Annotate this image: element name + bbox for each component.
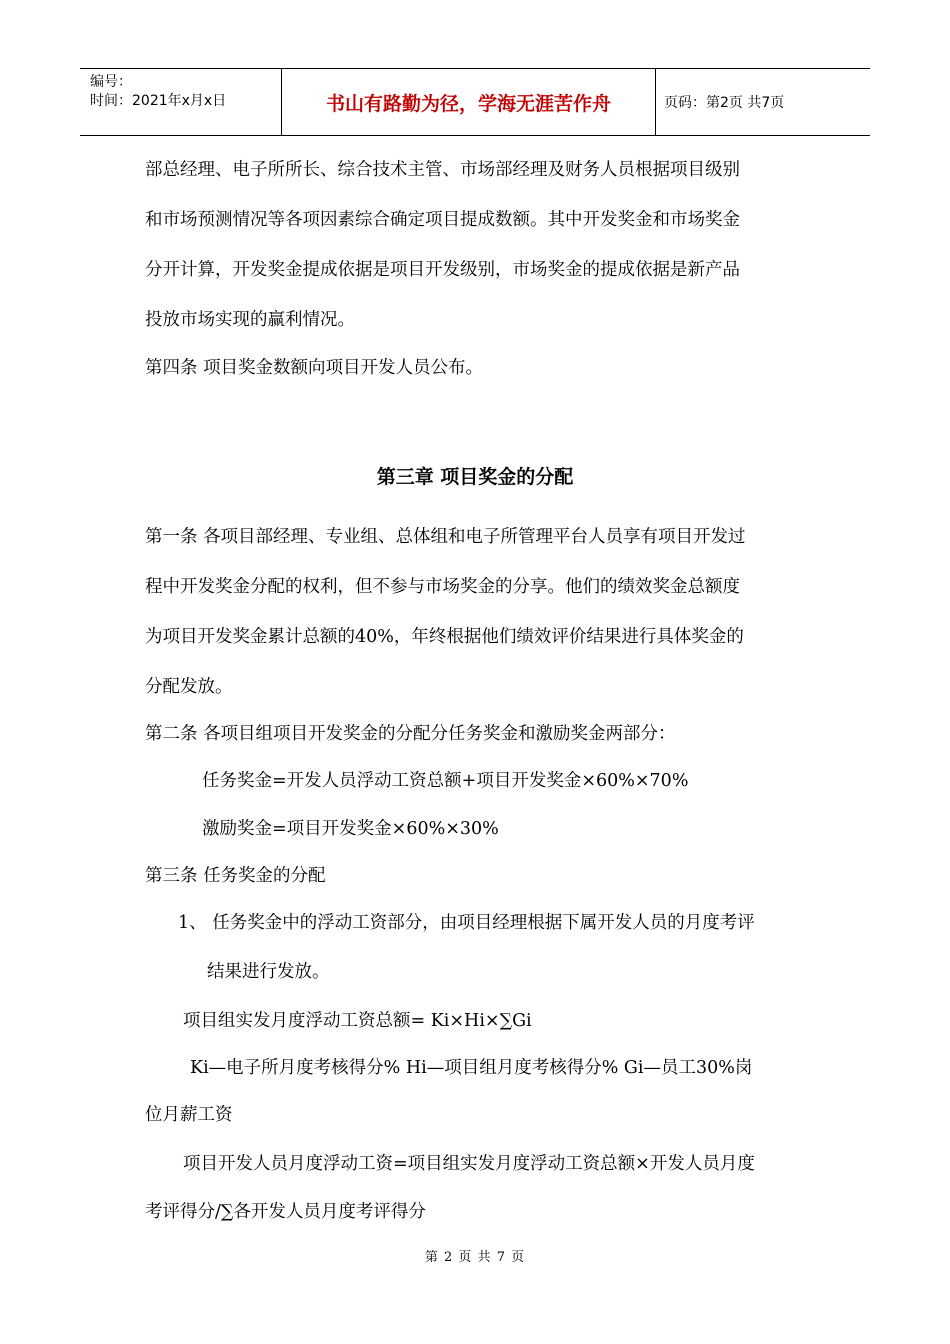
formula-float-wage-total: 项目组实发月度浮动工资总额= Ki×Hi×∑Gi — [183, 1011, 532, 1031]
page-footer: 第 2 页 共 7 页 — [424, 1250, 526, 1265]
article-one-line: 第一条 各项目部经理、专业组、总体组和电子所管理平台人员享有项目开发过 — [145, 527, 746, 547]
formula-staff-float-wage: 项目开发人员月度浮动工资=项目组实发月度浮动工资总额×开发人员月度 — [183, 1154, 755, 1174]
list-item-line: 1、 任务奖金中的浮动工资部分，由项目经理根据下属开发人员的月度考评 — [178, 913, 755, 933]
article-three: 第三条 任务奖金的分配 — [145, 866, 326, 886]
formula-staff-float-wage: 考评得分/∑各开发人员月度考评得分 — [145, 1202, 426, 1222]
paragraph-line: 投放市场实现的赢利情况。 — [145, 310, 355, 330]
formula-definition-line: 位月薪工资 — [145, 1105, 233, 1125]
page-header — [80, 68, 870, 136]
header-motto: 书山有路勤为径，学海无涯苦作舟 — [282, 69, 656, 135]
paragraph-line: 分开计算，开发奖金提成依据是项目开发级别，市场奖金的提成依据是新产品 — [145, 260, 740, 280]
header-page-info: 页码：第2页 共7页 — [664, 95, 785, 111]
article-two: 第二条 各项目组项目开发奖金的分配分任务奖金和激励奖金两部分： — [145, 724, 676, 744]
document-number-label: 编号： — [90, 74, 132, 90]
document-time-label: 时间：2021年x月x日 — [90, 93, 227, 109]
list-item-line: 结果进行发放。 — [207, 962, 330, 982]
article-one-line: 分配发放。 — [145, 677, 233, 697]
paragraph-line: 和市场预测情况等各项因素综合确定项目提成数额。其中开发奖金和市场奖金 — [145, 210, 740, 230]
article-four: 第四条 项目奖金数额向项目开发人员公布。 — [145, 358, 484, 378]
formula-task-bonus: 任务奖金=开发人员浮动工资总额+项目开发奖金×60%×70% — [202, 771, 689, 791]
article-one-line: 程中开发奖金分配的权利，但不参与市场奖金的分享。他们的绩效奖金总额度 — [145, 577, 740, 597]
formula-definition-line: Ki—电子所月度考核得分% Hi—项目组月度考核得分% Gi—员工30%岗 — [190, 1058, 753, 1078]
chapter-title: 第三章 项目奖金的分配 — [376, 466, 574, 488]
paragraph-line: 部总经理、电子所所长、综合技术主管、市场部经理及财务人员根据项目级别 — [145, 160, 740, 180]
header-meta — [80, 69, 282, 135]
formula-incentive-bonus: 激励奖金=项目开发奖金×60%×30% — [202, 819, 499, 839]
article-one-line: 为项目开发奖金累计总额的40%，年终根据他们绩效评价结果进行具体奖金的 — [145, 627, 744, 647]
